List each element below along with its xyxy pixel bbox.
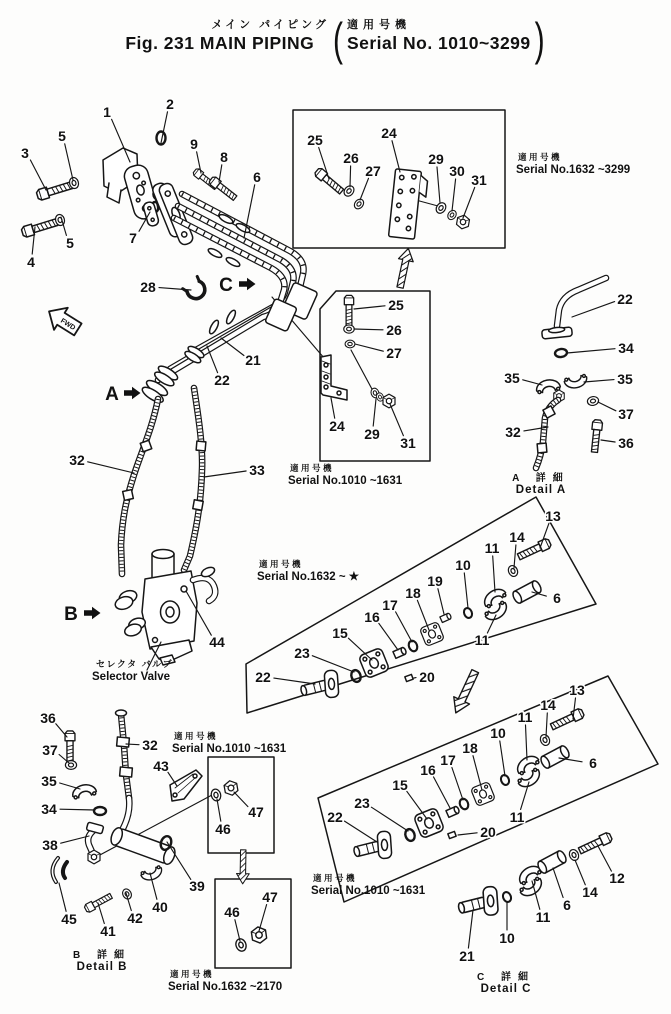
callout-37: 37: [42, 741, 58, 758]
serial-tag-text: Serial No.1010 ~1631: [311, 885, 426, 897]
callout-7: 7: [129, 229, 137, 246]
leader-line: [523, 380, 542, 385]
callout-11: 11: [517, 708, 533, 725]
callout-16: 16: [420, 761, 436, 778]
callout-16: 16: [364, 608, 380, 625]
serial-tag-jp: 適用号機: [313, 873, 358, 883]
callout-6: 6: [253, 168, 261, 185]
callout-20: 20: [419, 668, 435, 685]
o-ring-34: [94, 807, 106, 815]
callout-11: 11: [535, 908, 551, 925]
clamp-35: [71, 783, 97, 800]
callout-43: 43: [153, 757, 169, 774]
leader-line: [60, 809, 95, 810]
view-letter-a: A: [105, 384, 119, 405]
callout-15: 15: [332, 624, 348, 641]
callout-18: 18: [462, 739, 478, 756]
right-arrow-icon: [239, 278, 256, 290]
bolt-36: [590, 419, 603, 452]
bracket-group-1010-1631: [321, 295, 395, 408]
callout-23: 23: [354, 794, 370, 811]
callout-24: 24: [329, 417, 345, 434]
leader-line: [598, 846, 611, 871]
callout-22: 22: [214, 371, 230, 388]
detail-c-jp: C 詳細: [477, 972, 535, 983]
leader-line: [452, 179, 456, 211]
callout-17: 17: [440, 751, 456, 768]
callout-13: 13: [569, 681, 585, 698]
fwd-direction-icon: [42, 300, 85, 340]
callout-25: 25: [307, 131, 323, 148]
right-arrow-icon: [84, 607, 101, 619]
leader-line: [575, 860, 585, 885]
leader-line: [458, 833, 477, 835]
serial-tag-jp: 適用号機: [170, 969, 215, 979]
washer-14: [568, 848, 581, 862]
leader-line: [473, 756, 482, 790]
washer-27: [345, 340, 355, 348]
leader-line: [217, 799, 221, 821]
leader-line: [514, 545, 516, 568]
leader-line: [235, 920, 240, 941]
leader-line: [493, 556, 495, 592]
plug-20: [405, 674, 413, 681]
leader-line: [601, 440, 615, 442]
leader-line: [468, 910, 473, 948]
fitting-21: [455, 884, 503, 924]
callout-29: 29: [364, 425, 380, 442]
leader-line: [56, 724, 67, 737]
leader-line: [312, 656, 354, 672]
callout-24: 24: [381, 124, 397, 141]
serial-tag-jp: 適用号機: [174, 731, 219, 741]
fitting-22: [298, 668, 344, 706]
callout-32: 32: [142, 736, 158, 753]
callout-21: 21: [459, 947, 475, 964]
view-letter-c: C: [219, 275, 233, 296]
callout-31: 31: [400, 434, 416, 451]
leader-line: [379, 623, 398, 650]
washer-46: [234, 937, 248, 952]
leader-line: [500, 741, 505, 776]
callout-36: 36: [40, 709, 56, 726]
washer-37: [587, 396, 600, 407]
bolt-3: [36, 180, 74, 201]
callout-1: 1: [103, 103, 111, 120]
leader-line: [572, 302, 615, 317]
callout-47: 47: [262, 888, 278, 905]
callout-28: 28: [140, 278, 156, 295]
replacement-arrow-icon: [448, 668, 483, 717]
washer-26: [344, 325, 355, 333]
leader-line: [259, 905, 267, 931]
callout-2: 2: [166, 95, 174, 112]
flange-18: [420, 622, 445, 647]
leader-line: [219, 165, 222, 182]
assembly-line: [351, 350, 373, 391]
leader-line: [390, 404, 403, 436]
title-fig-label: Fig. 231 MAIN PIPING: [125, 33, 315, 53]
leader-line: [126, 744, 139, 745]
o-ring-10: [502, 891, 513, 903]
view-arrow-a: [105, 384, 140, 405]
leader-line: [598, 402, 616, 411]
callout-15: 15: [392, 776, 408, 793]
o-ring-17: [458, 797, 470, 810]
callout-11: 11: [474, 631, 490, 648]
bracket-group-1632-3299: [314, 167, 470, 240]
callout-45: 45: [61, 910, 77, 927]
callout-32: 32: [505, 423, 521, 440]
bolt-25: [344, 295, 353, 326]
leader-line: [464, 573, 468, 608]
leader-line: [355, 344, 383, 351]
leader-line: [373, 399, 376, 426]
view-arrow-c: [219, 275, 255, 296]
detail-a-en: Detail A: [515, 484, 567, 496]
detail-b-jp: B 詳細: [73, 950, 131, 961]
callout-38: 38: [42, 836, 58, 853]
fwd-label: FWD: [59, 317, 77, 333]
leader-line: [354, 306, 385, 309]
callout-30: 30: [449, 162, 465, 179]
sleeve-6: [536, 850, 568, 875]
leader-line: [452, 768, 463, 801]
serial-tag-text: Serial No.1632 ~3299: [516, 164, 631, 176]
callout-8: 8: [220, 148, 228, 165]
selector-valve-jp: セレクタ バルブ: [96, 659, 174, 669]
callout-10: 10: [455, 556, 471, 573]
callout-14: 14: [540, 696, 556, 713]
leader-line: [30, 160, 46, 190]
serial-tag-text: Serial No.1632 ~ ★: [257, 571, 360, 583]
detail-a-assembly: [535, 278, 606, 468]
leader-line: [350, 166, 351, 187]
callout-23: 23: [294, 644, 310, 661]
callout-36: 36: [618, 434, 634, 451]
callout-42: 42: [127, 909, 143, 926]
flange-kit-1010-1631: [351, 708, 585, 867]
leader-line: [438, 589, 444, 614]
callout-26: 26: [343, 149, 359, 166]
manifold-block: [265, 282, 318, 332]
view-arrow-b: [64, 604, 100, 625]
callout-17: 17: [382, 596, 398, 613]
callout-27: 27: [386, 344, 402, 361]
leader-line: [61, 836, 89, 843]
leader-line: [553, 868, 563, 898]
callout-31: 31: [471, 171, 487, 188]
sleeve-6: [511, 580, 543, 605]
leader-line: [437, 167, 440, 203]
leader-line: [434, 777, 451, 808]
callout-34: 34: [41, 800, 57, 817]
leader-line: [392, 141, 400, 172]
washer-14: [539, 733, 552, 747]
callout-41: 41: [100, 922, 116, 939]
nut-31: [383, 394, 395, 408]
callout-5: 5: [58, 127, 66, 144]
bolt-4: [21, 217, 59, 238]
leader-line: [567, 349, 615, 353]
title-jp-name: メイン パイピング: [211, 19, 329, 31]
callout-13: 13: [545, 507, 561, 524]
callout-21: 21: [245, 351, 261, 368]
callout-37: 37: [618, 405, 634, 422]
callout-47: 47: [248, 803, 264, 820]
callout-46: 46: [224, 903, 240, 920]
plug-20: [448, 831, 456, 838]
callout-35: 35: [617, 370, 633, 387]
leader-line: [221, 338, 244, 356]
view-letter-b: B: [64, 604, 78, 625]
leader-line: [204, 471, 246, 477]
bolt-12: [578, 832, 613, 856]
detail-a-jp: A 詳細: [512, 473, 570, 484]
callout-34: 34: [618, 339, 634, 356]
leader-line: [463, 187, 475, 218]
callout-32: 32: [69, 451, 85, 468]
leader-line: [584, 380, 614, 382]
flange-15: [413, 807, 444, 838]
callout-6: 6: [589, 754, 597, 771]
leader-line: [88, 462, 134, 473]
washer-26: [342, 184, 356, 198]
plug-19: [440, 613, 452, 623]
callout-18: 18: [405, 584, 421, 601]
bolt-25: [314, 167, 345, 195]
leader-line: [396, 612, 412, 642]
selector-valve-en: Selector Valve: [92, 671, 170, 683]
hydraulic-hoses-32-33: [121, 388, 206, 574]
leader-line: [274, 678, 315, 684]
callout-6: 6: [563, 896, 571, 913]
bracket-24: [321, 355, 347, 400]
selector-valve-body: [114, 550, 216, 666]
callout-40: 40: [152, 898, 168, 915]
title-jp-serial-tag: 適用号機: [346, 19, 411, 31]
callout-3: 3: [21, 144, 29, 161]
callout-22: 22: [617, 290, 633, 307]
callout-27: 27: [365, 162, 381, 179]
flange-18: [471, 782, 496, 807]
callout-5: 5: [66, 234, 74, 251]
callout-22: 22: [255, 668, 271, 685]
serial-tag-text: Serial No.1010 ~1631: [172, 743, 287, 755]
serial-tag-text: Serial No.1010 ~1631: [288, 475, 403, 487]
o-ring-34: [555, 348, 568, 358]
variant-box-1632-2170: [215, 879, 291, 968]
callout-4: 4: [27, 253, 35, 270]
callout-10: 10: [490, 724, 506, 741]
washer-46: [210, 788, 222, 802]
callout-14: 14: [509, 528, 525, 545]
replacement-arrow-icon: [393, 247, 416, 289]
callout-20: 20: [480, 823, 496, 840]
plug-16: [446, 806, 460, 817]
title-paren-close: ): [534, 14, 545, 66]
callout-35: 35: [41, 772, 57, 789]
callout-44: 44: [209, 633, 225, 650]
serial-tag-text: Serial No.1632 ~2170: [168, 981, 283, 993]
leader-line: [417, 600, 429, 630]
nut-47: [251, 926, 267, 944]
sleeve-6: [539, 745, 571, 770]
leader-line: [59, 883, 66, 911]
callout-39: 39: [189, 877, 205, 894]
leader-line: [60, 783, 80, 789]
plug-16: [393, 647, 407, 658]
washer-27: [352, 197, 365, 210]
bracket-plate-24: [389, 169, 429, 240]
callout-14: 14: [582, 883, 598, 900]
right-arrow-icon: [124, 387, 141, 399]
callout-19: 19: [427, 572, 443, 589]
leader-line: [234, 792, 248, 807]
selector-valve-label: [92, 658, 173, 683]
callout-29: 29: [428, 150, 444, 167]
washer-29: [434, 201, 448, 215]
callout-6: 6: [553, 589, 561, 606]
detail-c-assembly: [455, 832, 613, 924]
callout-26: 26: [386, 321, 402, 338]
callout-11: 11: [484, 539, 500, 556]
callout-25: 25: [388, 296, 404, 313]
title-serial-range: Serial No. 1010~3299: [346, 33, 531, 53]
fitting-nut: [88, 850, 100, 864]
callout-12: 12: [609, 869, 625, 886]
callout-35: 35: [504, 369, 520, 386]
serial-tag-jp: 適用号機: [518, 152, 563, 162]
leader-line: [526, 725, 528, 760]
callout-33: 33: [249, 461, 265, 478]
bracket-43: [170, 770, 202, 801]
callout-22: 22: [327, 808, 343, 825]
title-paren-open: (: [332, 14, 343, 66]
leader-line: [354, 329, 383, 330]
washer-42: [121, 887, 133, 900]
o-ring-10: [463, 607, 474, 619]
leader-line: [159, 288, 191, 290]
leader-line: [331, 398, 335, 418]
callout-11: 11: [509, 808, 525, 825]
u-bolt-45: [63, 862, 67, 878]
washer-14: [507, 564, 520, 578]
serial-tag-jp: 適用号機: [290, 463, 335, 473]
detail-c-en: Detail C: [480, 983, 532, 995]
leader-line: [65, 144, 73, 180]
leader-line: [98, 903, 104, 924]
leader-line: [345, 821, 378, 842]
leader-line: [360, 178, 369, 200]
detail-b-en: Detail B: [76, 961, 128, 973]
serial-tag-jp: 適用号機: [259, 559, 304, 569]
callout-9: 9: [190, 135, 198, 152]
leader-line: [371, 807, 408, 831]
callout-10: 10: [499, 929, 515, 946]
leader-line: [546, 713, 547, 737]
o-ring-17: [407, 639, 419, 652]
callout-46: 46: [215, 820, 231, 837]
fitting-22: [351, 829, 397, 867]
